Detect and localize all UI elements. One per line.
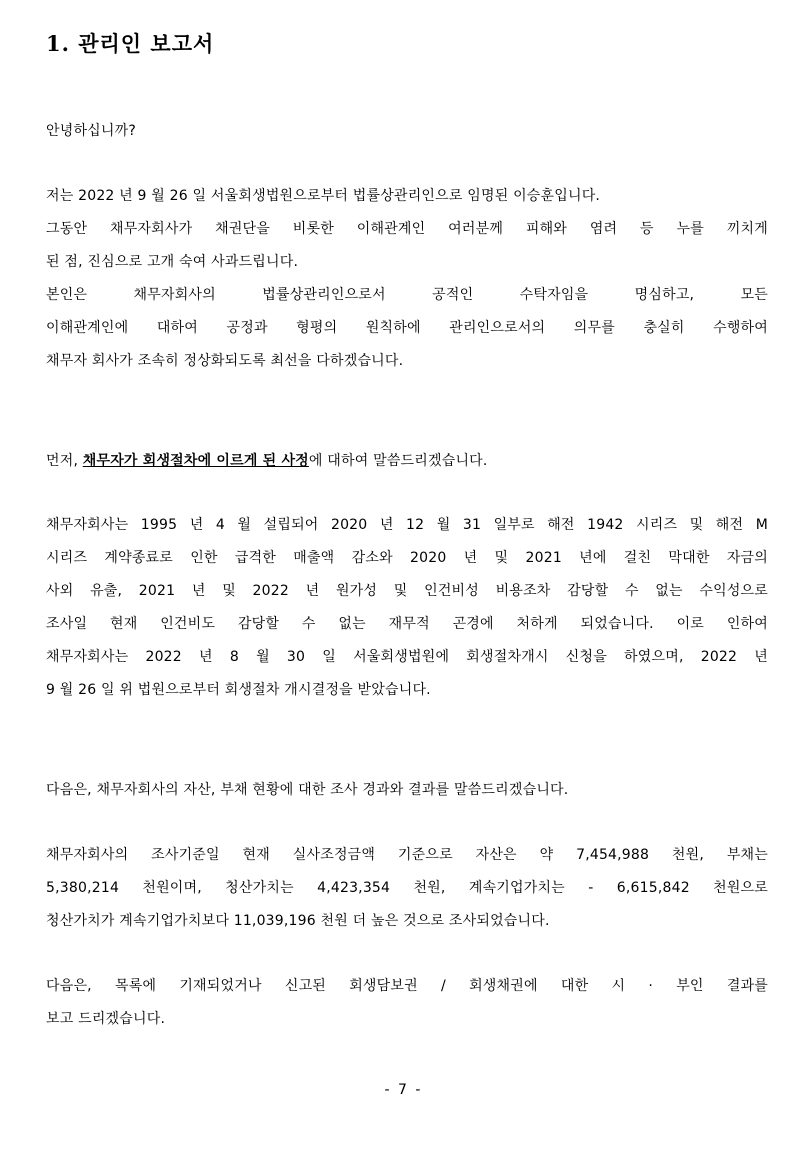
spacer — [46, 938, 768, 970]
reason-line-1: 채무자회사는 1995 년 4 월 설립되어 2020 년 12 월 31 일부로 해전 1942 시리즈 및 해전 M — [46, 517, 768, 533]
spacer — [46, 707, 768, 774]
claims-line-2: 보고 드리겠습니다. — [46, 1011, 166, 1027]
spacer — [46, 478, 768, 509]
intro-line-4: 본인은 채무자회사의 법률상관리인으로서 공적인 수탁자임을 명심하고, 모든 — [46, 287, 768, 303]
claims-paragraph — [46, 970, 768, 1036]
spacer — [46, 807, 768, 839]
spacer — [46, 148, 768, 180]
reason-intro-suffix: 에 대하여 말씀드리겠습니다. — [308, 453, 488, 469]
greeting: 안녕하십니까? — [46, 123, 136, 139]
intro-paragraph — [46, 180, 768, 378]
intro-line-6: 채무자 회사가 조속히 정상화되도록 최선을 다하겠습니다. — [46, 353, 404, 369]
reason-intro-prefix: 먼저, — [46, 453, 83, 469]
intro-line-2: 그동안 채무자회사가 채권단을 비롯한 이해관계인 여러분께 피해와 염려 등 누를 끼치게 — [46, 221, 768, 237]
survey-paragraph — [46, 839, 768, 938]
intro-line-3: 된 점, 진심으로 고개 숙여 사과드립니다. — [46, 254, 299, 270]
spacer — [46, 58, 768, 115]
section-heading: 1. 관리인 보고서 — [46, 31, 215, 56]
page-number: - 7 - — [384, 1082, 423, 1098]
intro-line-1: 저는 2022 년 9 월 26 일 서울회생법원으로부터 법률상관리인으로 임명된 이승훈입니다. — [46, 188, 601, 204]
reason-line-3: 사외 유출, 2021 년 및 2022 년 원가성 및 인건비성 비용조차 감당할 수 없는 수익성으로 — [46, 583, 768, 599]
reason-line-6: 9 월 26 일 위 법원으로부터 회생절차 개시결정을 받았습니다. — [46, 682, 431, 698]
reason-paragraph — [46, 509, 768, 707]
document-page — [46, 24, 768, 1036]
spacer — [46, 378, 768, 445]
reason-line-5: 채무자회사는 2022 년 8 월 30 일 서울회생법원에 회생절차개시 신청을 하였으며, 2022 년 — [46, 649, 768, 665]
reason-line-2: 시리즈 계약종료로 인한 급격한 매출액 감소와 2020 년 및 2021 년에 걸친 막대한 자금의 — [46, 550, 768, 566]
survey-intro: 다음은, 채무자회사의 자산, 부채 현황에 대한 조사 경과와 결과를 말씀드리겠습니다. — [46, 782, 569, 798]
survey-line-3: 청산가치가 계속기업가치보다 11,039,196 천원 더 높은 것으로 조사되었습니다. — [46, 913, 550, 929]
reason-line-4: 조사일 현재 인건비도 감당할 수 없는 재무적 곤경에 처하게 되었습니다. 이로 인하여 — [46, 616, 768, 632]
claims-line-1: 다음은, 목록에 기재되었거나 신고된 회생담보권 / 회생채권에 대한 시 · 부인 결과를 — [46, 978, 768, 994]
reason-intro — [46, 445, 768, 478]
reason-emphasis: 채무자가 회생절차에 이르게 된 사정 — [82, 453, 309, 469]
survey-line-2: 5,380,214 천원이며, 청산가치는 4,423,354 천원, 계속기업가치는 - 6,615,842 천원으로 — [46, 880, 768, 896]
survey-line-1: 채무자회사의 조사기준일 현재 실사조정금액 기준으로 자산은 약 7,454,988 천원, 부채는 — [46, 847, 768, 863]
intro-line-5: 이해관계인에 대하여 공정과 형평의 원칙하에 관리인으로서의 의무를 충실히 수행하여 — [46, 320, 768, 336]
